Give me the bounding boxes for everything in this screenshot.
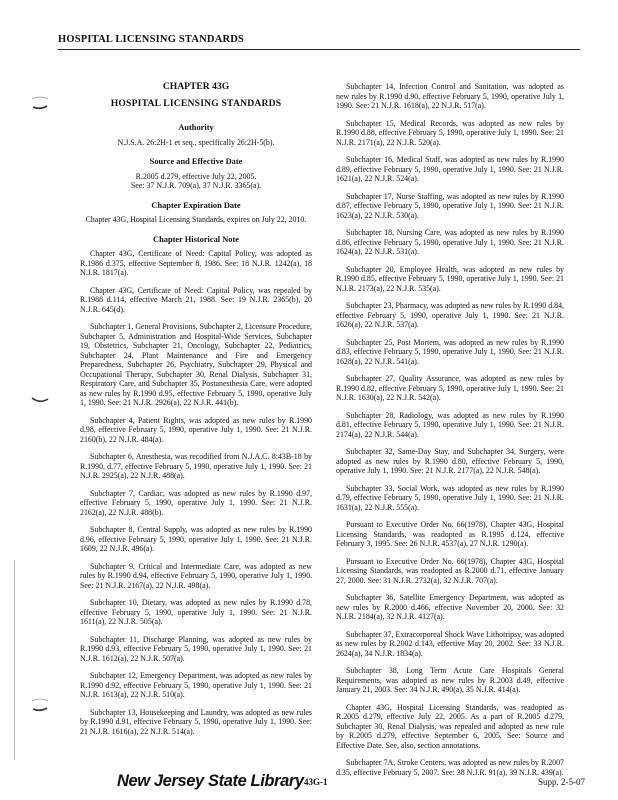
history-paragraph: Chapter 43G, Certificate of Need: Capital Policy, was repealed by R.1988 d.114, effective March 21, 1988. See: 19 N.J.R. 2365(b), 20 N.J.R. 645(d). <box>80 285 312 314</box>
history-paragraph: Chapter 43G, Certificate of Need: Capital Policy, was adopted as R.1986 d.375, effective September 8, 1986. See: 18 N.J.R. 1242(a), 18 N.J.R. 1817(a). <box>80 249 312 277</box>
history-paragraph: Chapter 43G, Hospital Licensing Standards, was readopted as R.2005 d.279, effective July 22, 2005. As a part of R.2005 d.279, Subchapter 30, Renal Dialysis, was repealed and adopted as new rule by R.2005 d.279, effective September 6, 2005. See: Source and Effective Date. See, also, section annotations. <box>336 702 564 750</box>
history-paragraph: Subchapter 8, Central Supply, was adopted as new rules by R.1990 d.96, effective February 5, 1990, operative July 1, 1990. See: 21 N.J.R. 1609, 22 N.J.R. 496(a). <box>80 525 312 553</box>
historical-note-heading: Chapter Historical Note <box>153 234 239 244</box>
history-paragraph: Subchapter 38, Long Term Acute Care Hospitals General Requirements, was adopted as new rules by R.2003 d.49, effective January 21, 2003. See: 34 N.J.R. 490(a), 35 N.J.R. 414(a). <box>336 666 564 694</box>
history-paragraph: Subchapter 11, Discharge Planning, was adopted as new rules by R.1990 d.93, effective February 5, 1990, operative July 1, 1990. See: 21 N.J.R. 1612(a), 22 N.J.R. 507(a). <box>80 634 312 663</box>
source-heading: Source and Effective Date <box>149 157 243 166</box>
history-paragraph: Pursuant to Executive Order No. 66(1978), Chapter 43G, Hospital Licensing Standards, was readopted as R.1995 d.124, effective February 3, 1995. See: 26 N.J.R. 4537(a), 27 N.J.R. 1290(a). <box>336 520 564 548</box>
history-paragraph: Subchapter 13, Housekeeping and Laundry, was adopted as new rules by R.1990 d.91, effective February 5, 1990, operative July 1, 1990. See: 21 N.J.R. 1616(a), 22 N.J.R. 514(a). <box>80 707 312 736</box>
history-paragraph: Subchapter 1, General Provisions, Subchapter 2, Licensure Procedure, Subchapter 5, Administration and Hospital-Wide Services, Subchapter 19, Obstetrics, Subchapter 21, Oncology, Subchapter 22, Pediatrics, Subchapter 24, Plant Maintenance and Fire and Emergency Preparedness, Subchapter 26, Psychiatry, Subchapter 29, Physical and Occupational Therapy, Subchapter 30, Renal Dialysis, Subchapter 31, Respiratory Care, and Subchapter 35, Postanesthesia Care, were adopted as new rules by R.1990 d.95, effective February 5, 1990, operative July 1, 1990. See: 21 N.J.R. 2926(a), 22 N.J.R. 441(b). <box>80 322 312 407</box>
authority-heading: Authority <box>178 123 214 132</box>
history-paragraph: Subchapter 37, Extracorporeal Shock Wave Lithotripsy, was adopted as new rules by R.2002 d.143, effective May 20, 2002. See: 33 N.J.R. 2624(a), 34 N.J.R. 1834(a). <box>336 629 564 658</box>
history-paragraph: Subchapter 7A, Stroke Centers, was adopted as new rules by R.2007 d.35, effective February 5, 2007. See: 38 N.J.R. 91(a), 39 N.J.R. 439(a). <box>336 758 564 777</box>
expiration-heading: Chapter Expiration Date <box>151 200 241 210</box>
history-paragraph: Subchapter 10, Dietary, was adopted as new rules by R.1990 d.78, effective February 5, 1990, operative July 1, 1990. See: 21 N.J.R. 1611(a), 22 N.J.R. 505(a). <box>80 598 312 626</box>
left-column <box>80 82 312 744</box>
history-paragraph: Subchapter 16, Medical Staff, was adopted as new rules by R.1990 d.89, effective February 5, 1990, operative July 1, 1990. See: 21 N.J.R. 1621(a), 22 N.J.R. 524(a). <box>336 155 564 183</box>
history-paragraph: Pursuant to Executive Order No. 66(1978), Chapter 43G, Hospital Licensing Standards, was readopted as R.2000 d.71, effective January 27, 2000. See: 31 N.J.R. 2732(a), 32 N.J.R. 707(a). <box>336 556 564 585</box>
right-column <box>336 82 564 785</box>
expiration-text: Chapter 43G, Hospital Licensing Standards, expires on July 22, 2010. <box>85 215 307 224</box>
library-logo: New Jersey State Library <box>117 772 304 790</box>
history-paragraph: Subchapter 4, Patient Rights, was adopted as new rules by R.1990 d.98, effective February 5, 1990, operative July 1, 1990. See: 21 N.J.R. 2160(b), 22 N.J.R. 484(a). <box>80 415 312 444</box>
chapter-title: HOSPITAL LICENSING STANDARDS <box>110 97 282 109</box>
margin-mark-icon <box>30 96 50 110</box>
authority-text: N.J.S.A. 26:2H-1 et seq., specifically 26:2H-5(b). <box>117 137 275 147</box>
history-paragraph: Subchapter 17, Nurse Staffing, was adopted as new rules by R.1990 d.87, effective February 5, 1990, operative July 1, 1990. See: 21 N.J.R. 1623(a), 22 N.J.R. 530(a). <box>336 191 564 220</box>
history-paragraph: Subchapter 18, Nursing Care, was adopted as new rules by R.1990 d.86, effective February 5, 1990, operative July 1, 1990. See: 21 N.J.R. 1624(a), 22 N.J.R. 531(a). <box>336 228 564 256</box>
history-paragraph: Subchapter 36, Satellite Emergency Department, was adopted as new rules by R.2000 d.466, effective November 20, 2000. See: 32 N.J.R. 2184(a), 32 N.J.R. 4127(a). <box>336 593 564 621</box>
history-paragraph: Subchapter 6, Anesthesia, was recodified from N.J.A.C. 8:43B-18 by R.1990, d.77, effective February 5, 1990, operative July 1, 1990. See: 21 N.J.R. 2925(a), 22 N.J.R. 488(a). <box>80 452 312 480</box>
history-paragraph: Subchapter 12, Emergency Department, was adopted as new rules by R.1990 d.92, effective February 5, 1990, operative July 1, 1990. See: 21 N.J.R. 1613(a), 22 N.J.R. 510(a). <box>80 671 312 699</box>
history-paragraph: Subchapter 20, Employee Health, was adopted as new rules by R.1990 d.85, effective February 5, 1990, operative July 1, 1990. See: 21 N.J.R. 2173(a), 22 N.J.R. 535(a). <box>336 264 564 293</box>
history-paragraph: Subchapter 7, Cardiac, was adopted as new rules by R.1990 d.97, effective February 5, 1990, operative July 1, 1990. See: 21 N.J.R. 2162(a), 22 N.J.R. 488(b). <box>80 488 312 517</box>
margin-mark-icon <box>30 393 50 407</box>
running-head: HOSPITAL LICENSING STANDARDS <box>58 34 245 45</box>
source-line-2: See: 37 N.J.R. 709(a), 37 N.J.R. 3365(a). <box>130 181 262 190</box>
history-paragraph: Subchapter 23, Pharmacy, was adopted as new rules by R.1990 d.84, effective February 5, 1990, operative July 1, 1990. See: 21 N.J.R. 1626(a), 22 N.J.R. 537(a). <box>336 301 564 329</box>
history-paragraph: Subchapter 32, Same-Day Stay, and Subchapter 34, Surgery, were adopted as new rules by R.1990 d.80, effective February 5, 1990, operative July 1, 1990. See: 21 N.J.R. 2177(a), 22 N.J.R. 548(a). <box>336 447 564 475</box>
history-paragraph: Subchapter 25, Post Mortem, was adopted as new rules by R.1990 d.83, effective February 5, 1990, operative July 1, 1990. See: 21 N.J.R. 1628(a), 22 N.J.R. 541(a). <box>336 337 564 366</box>
supplement-date: Supp. 2-5-07 <box>538 777 585 787</box>
margin-mark-icon <box>30 698 50 712</box>
history-paragraph: Subchapter 33, Social Work, was adopted as new rules by R.1990 d.79, effective February 5, 1990, operative July 1, 1990. See: 21 N.J.R. 1631(a), 22 N.J.R. 555(a). <box>336 483 564 512</box>
history-paragraph: Subchapter 15, Medical Records, was adopted as new rules by R.1990 d.88, effective February 5, 1990, operative July 1, 1990. See: 21 N.J.R. 2171(a), 22 N.J.R. 520(a). <box>336 118 564 147</box>
history-paragraph: Subchapter 14, Infection Control and Sanitation, was adopted as new rules by R.1990 d.90, effective February 5, 1990, operative July 1, 1990. See: 21 N.J.R. 1618(a), 22 N.J.R. 517(a). <box>336 82 564 110</box>
history-paragraph: Subchapter 9, Critical and Intermediate Care, was adopted as new rules by R.1990 d.94, effective February 5, 1990, operative July 1, 1990. See: 21 N.J.R. 2167(a), 22 N.J.R. 498(a). <box>80 561 312 590</box>
history-paragraph: Subchapter 27, Quality Assurance, was adopted as new rules by R.1990 d.82, effective February 5, 1990, operative July 1, 1990. See: 21 N.J.R. 1630(a), 22 N.J.R. 542(a). <box>336 374 564 402</box>
chapter-number: CHAPTER 43G <box>162 81 230 92</box>
header-rule <box>58 49 580 50</box>
page-number: 43G-1 <box>304 777 328 787</box>
source-line-1: R.2005 d.279, effective July 22, 2005. <box>135 171 257 181</box>
history-paragraph: Subchapter 28, Radiology, was adopted as new rules by R.1990 d.81, effective February 5, 1990, operative July 1, 1990. See: 21 N.J.R. 2174(a), 22 N.J.R. 544(a). <box>336 410 564 439</box>
binding-line <box>14 560 15 760</box>
